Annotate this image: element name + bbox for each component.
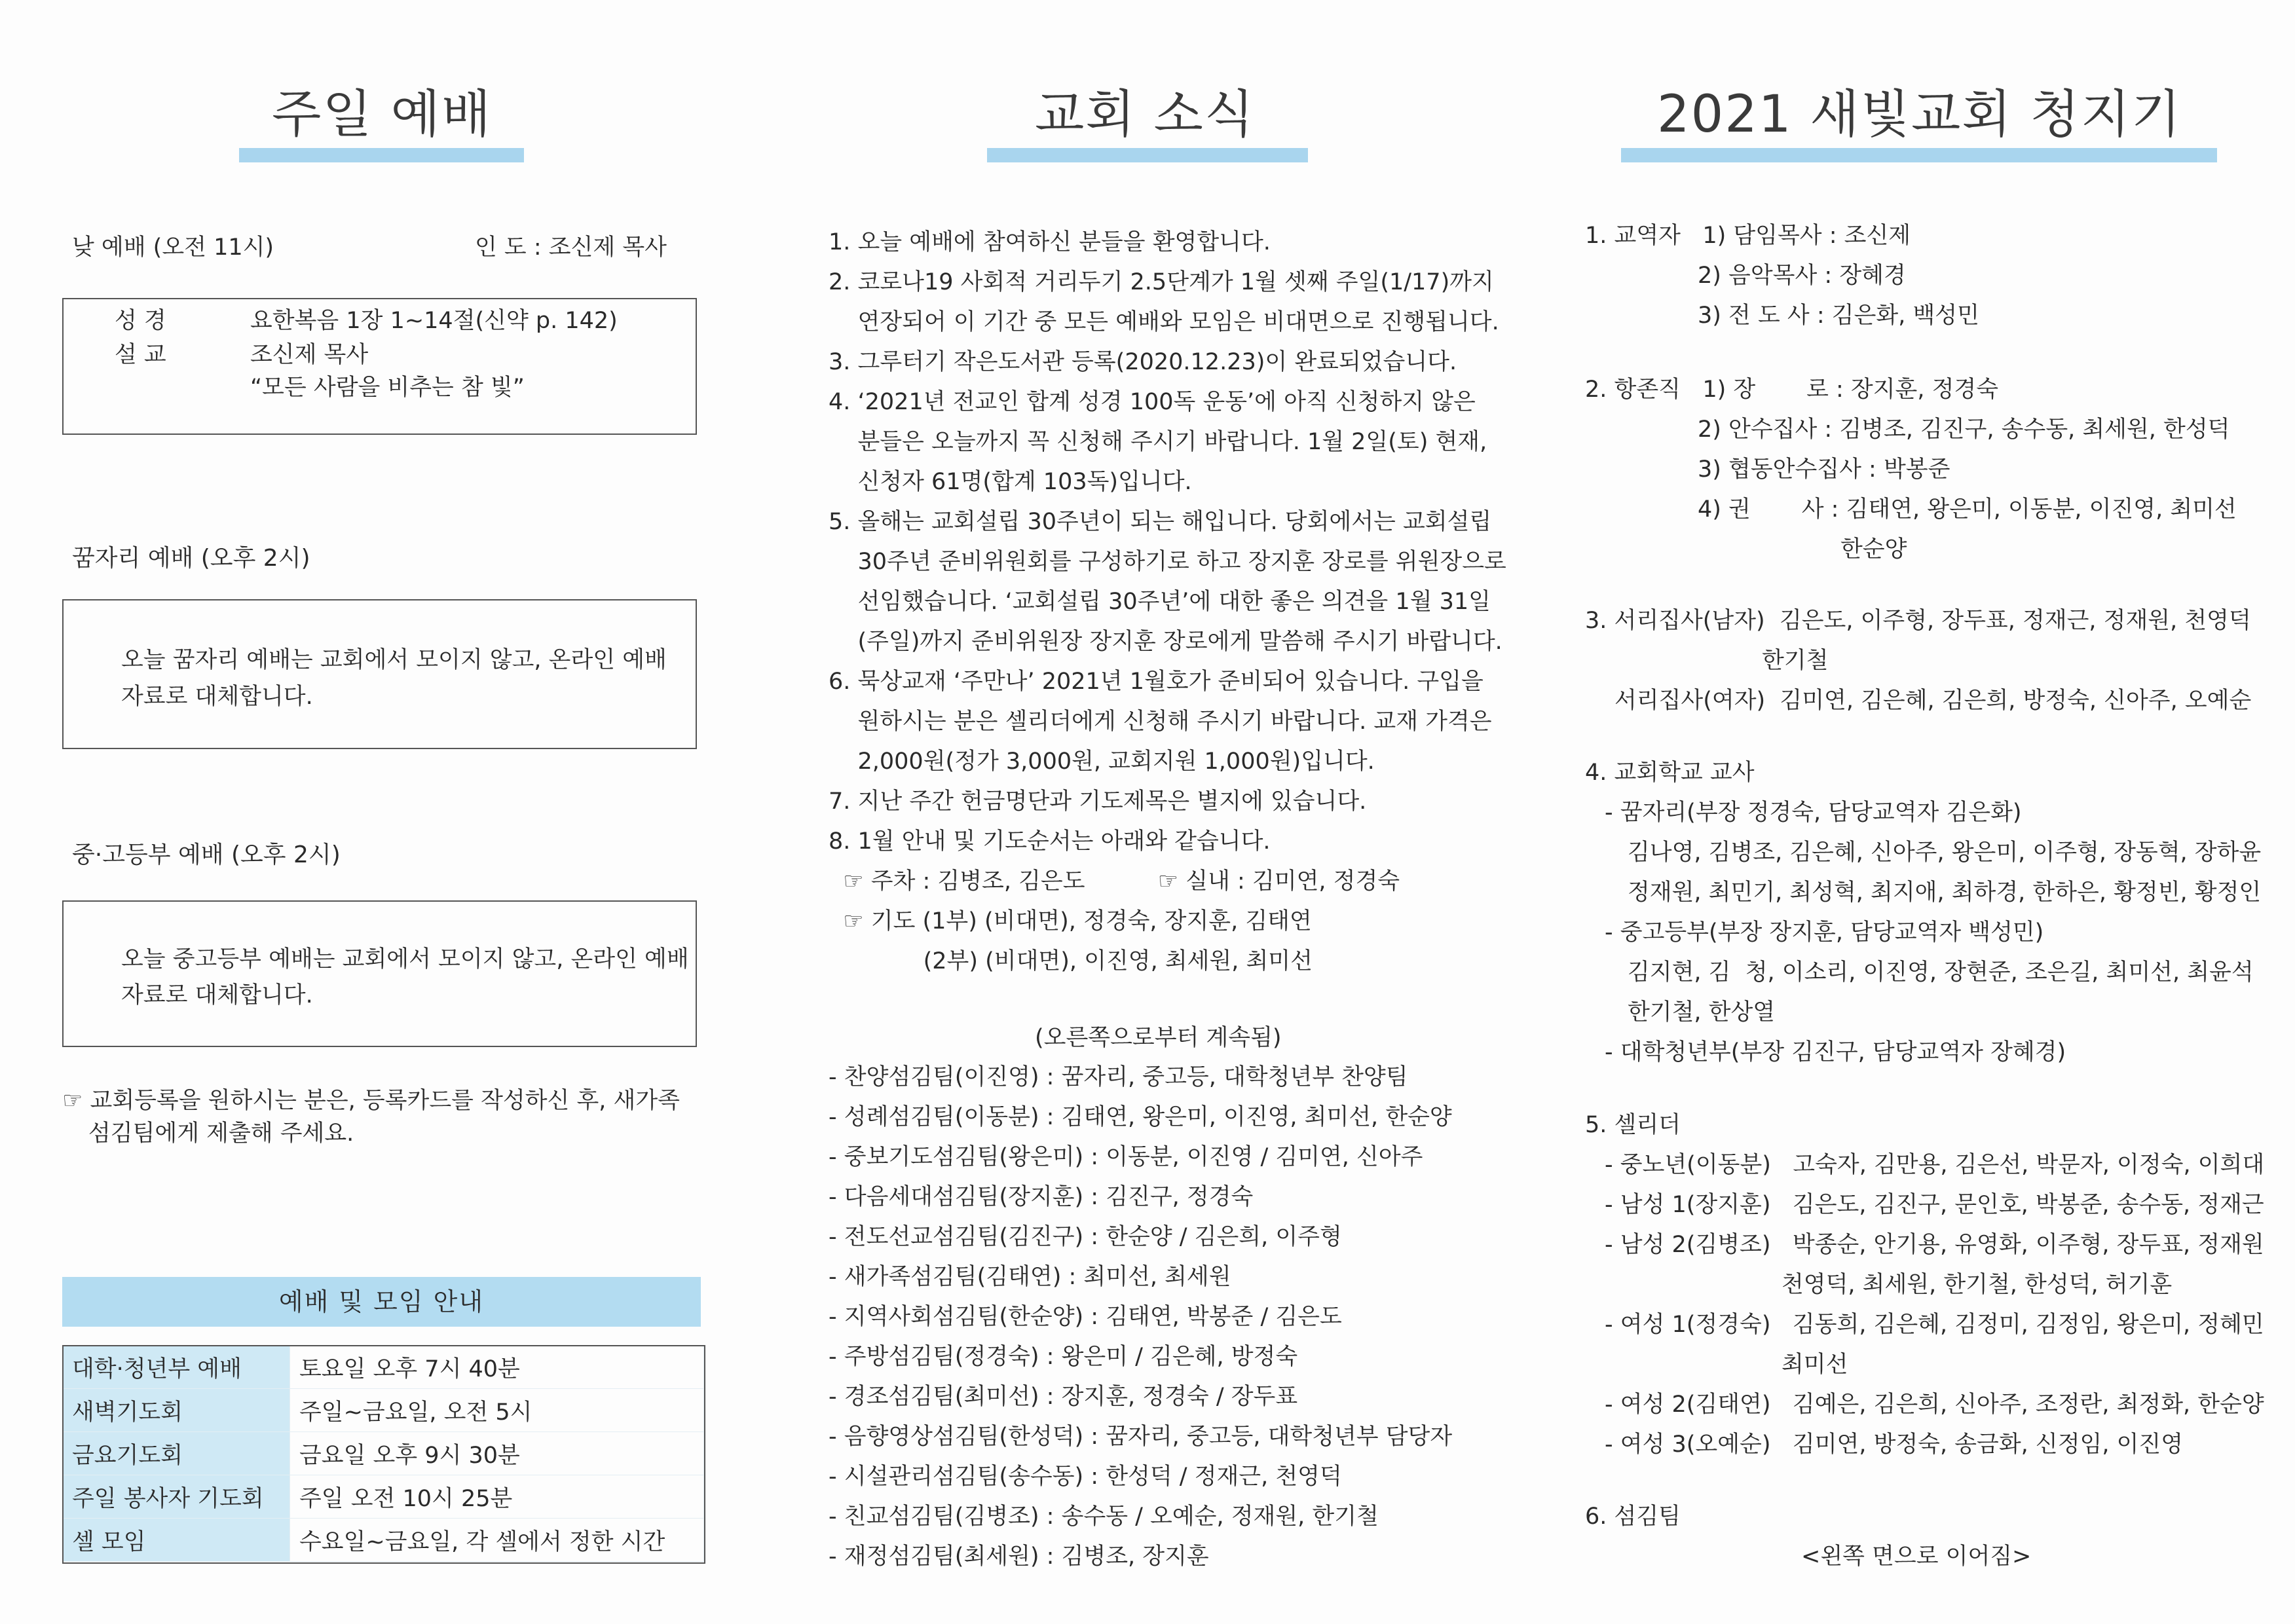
steward-line: - 여성 3(오예순) 김미연, 방정숙, 송금화, 신정임, 이진영 xyxy=(1605,1431,2184,1458)
church-news-title: 교회 소식 xyxy=(1035,85,1256,144)
registration-note-line2: 섬김팀에게 제출해 주세요. xyxy=(88,1120,354,1147)
steward-line: - 여성 1(정경숙) 김동희, 김은혜, 김정미, 김정임, 왕은미, 정혜민 xyxy=(1605,1312,2264,1338)
team-line: - 중보기도섬김팀(왕은미) : 이동분, 이진영 / 김미연, 신아주 xyxy=(829,1144,1423,1170)
steward-line: 2) 음악목사 : 장혜경 xyxy=(1698,263,1906,289)
news-line: 8. 1월 안내 및 기도순서는 아래와 같습니다. xyxy=(829,828,1271,855)
news-line: 신청자 61명(합계 103독)입니다. xyxy=(829,469,1192,495)
news-line: ☞ 기도 (1부) (비대면), 정경숙, 장지훈, 김태연 xyxy=(829,908,1312,934)
sunday-worship-title: 주일 예배 xyxy=(272,85,493,144)
kids-worship-header: 꿈자리 예배 (오후 2시) xyxy=(72,545,310,572)
guide-row-label: 주일 봉사자 기도회 xyxy=(63,1475,290,1519)
team-line: - 지역사회섬김팀(한순양) : 김태연, 박봉준 / 김은도 xyxy=(829,1304,1342,1330)
team-line: - 주방섬김팀(정경숙) : 왕은미 / 김은혜, 방정숙 xyxy=(829,1344,1298,1370)
youth-worship-header: 중·고등부 예배 (오후 2시) xyxy=(72,841,341,868)
steward-line: 서리집사(여자) 김미연, 김은혜, 김은희, 방정숙, 신아주, 오예순 xyxy=(1614,688,2252,714)
day-worship-box xyxy=(62,298,697,435)
title-underline xyxy=(239,148,524,162)
steward-line: 한기철, 한상열 xyxy=(1628,999,1776,1025)
sermon-title: “모든 사람을 비추는 참 빛” xyxy=(250,375,525,401)
guide-row-label: 대학·청년부 예배 xyxy=(63,1346,290,1389)
guide-title: 예배 및 모임 안내 xyxy=(62,1277,701,1327)
steward-line: - 여성 2(김태연) 김예은, 김은희, 신아주, 조정란, 최정화, 한순양 xyxy=(1605,1392,2264,1418)
guide-row-value: 주일 오전 10시 25분 xyxy=(290,1475,704,1519)
scripture-value: 요한복음 1장 1~14절(신약 p. 142) xyxy=(250,308,618,334)
steward-line: 정재원, 최민기, 최성혁, 최지애, 최하경, 한하은, 황정빈, 황정인 xyxy=(1628,879,2262,906)
steward-line: - 남성 1(장지훈) 김은도, 김진구, 문인호, 박봉준, 송수동, 정재근 xyxy=(1605,1192,2264,1218)
steward-line: - 대학청년부(부장 김진구, 담당교역자 장혜경) xyxy=(1605,1039,2066,1065)
news-line: 7. 지난 주간 헌금명단과 기도제목은 별지에 있습니다. xyxy=(829,788,1367,815)
title-underline xyxy=(1621,148,2217,162)
day-worship-leader: 인 도 : 조신제 목사 xyxy=(475,234,667,261)
left-column xyxy=(62,0,711,1624)
steward-line: <왼쪽 면으로 이어짐> xyxy=(1801,1543,2032,1570)
news-line: 2. 코로나19 사회적 거리두기 2.5단계가 1월 셋째 주일(1/17)까지 xyxy=(829,269,1494,295)
team-line: - 시설관리섬김팀(송수동) : 한성덕 / 정재근, 천영덕 xyxy=(829,1464,1342,1490)
youth-worship-line1: 오늘 중고등부 예배는 교회에서 모이지 않고, 온라인 예배 xyxy=(121,946,689,972)
kids-worship-line2: 자료로 대체합니다. xyxy=(121,684,313,710)
team-line: - 성례섬김팀(이동분) : 김태연, 왕은미, 이진영, 최미선, 한순양 xyxy=(829,1104,1452,1130)
sermon-label: 설 교 xyxy=(115,342,166,368)
team-line: - 경조섬김팀(최미선) : 장지훈, 정경숙 / 장두표 xyxy=(829,1384,1298,1410)
team-line: - 친교섬김팀(김병조) : 송수동 / 오예순, 정재원, 한기철 xyxy=(829,1504,1379,1530)
guide-row-label: 셀 모임 xyxy=(63,1519,290,1562)
news-line: 2,000원(정가 3,000원, 교회지원 1,000원)입니다. xyxy=(829,748,1375,775)
registration-note-line1: ☞ 교회등록을 원하시는 분은, 등록카드를 작성하신 후, 새가족 xyxy=(62,1088,680,1114)
guide-row-value: 주일~금요일, 오전 5시 xyxy=(290,1389,704,1432)
steward-line: 4. 교회학교 교사 xyxy=(1585,760,1755,786)
steward-line: 최미선 xyxy=(1782,1352,1848,1378)
news-line: 30주년 준비위원회를 구성하기로 하고 장지훈 장로를 위원장으로 xyxy=(829,549,1506,575)
guide-row-label: 금요기도회 xyxy=(63,1432,290,1475)
news-line: 분들은 오늘까지 꼭 신청해 주시기 바랍니다. 1월 2일(토) 현재, xyxy=(829,429,1487,455)
news-line: ☞ 주차 : 김병조, 김은도 ☞ 실내 : 김미연, 정경숙 xyxy=(829,868,1400,895)
news-line: (주일)까지 준비위원장 장지훈 장로에게 말씀해 주시기 바랍니다. xyxy=(829,629,1502,655)
youth-worship-box xyxy=(62,900,697,1047)
sermon-preacher: 조신제 목사 xyxy=(250,342,369,368)
steward-line: 4) 권 사 : 김태연, 왕은미, 이동분, 이진영, 최미선 xyxy=(1698,496,2237,523)
steward-line: - 중노년(이동분) 고숙자, 김만용, 김은선, 박문자, 이정숙, 이희대 xyxy=(1605,1152,2265,1178)
steward-line: - 꿈자리(부장 정경숙, 담당교역자 김은화) xyxy=(1605,800,2022,826)
steward-line: - 중고등부(부장 장지훈, 담당교역자 백성민) xyxy=(1605,919,2044,946)
team-line: - 전도선교섬김팀(김진구) : 한순양 / 김은희, 이주형 xyxy=(829,1224,1342,1250)
steward-line: 6. 섬김팀 xyxy=(1585,1504,1681,1530)
steward-line: 5. 셀리더 xyxy=(1585,1112,1681,1138)
team-line: - 음향영상섬김팀(한성덕) : 꿈자리, 중고등, 대학청년부 담당자 xyxy=(829,1424,1453,1450)
guide-row-value: 금요일 오후 9시 30분 xyxy=(290,1432,704,1475)
team-line: - 다음세대섬김팀(장지훈) : 김진구, 정경숙 xyxy=(829,1184,1254,1210)
news-line: 6. 묵상교재 ‘주만나’ 2021년 1월호가 준비되어 있습니다. 구입을 xyxy=(829,669,1483,695)
day-worship-header: 낮 예배 (오전 11시) xyxy=(72,234,274,261)
news-line: 4. ‘2021년 전교인 합계 성경 100독 운동’에 아직 신청하지 않은 xyxy=(829,389,1476,415)
title-underline xyxy=(987,148,1308,162)
right-column xyxy=(1585,0,2265,1624)
team-line: - 찬양섬김팀(이진영) : 꿈자리, 중고등, 대학청년부 찬양팀 xyxy=(829,1064,1408,1090)
news-line: 1. 오늘 예배에 참여하신 분들을 환영합니다. xyxy=(829,229,1271,255)
steward-line: 김나영, 김병조, 김은혜, 신아주, 왕은미, 이주형, 장동혁, 장하윤 xyxy=(1628,840,2262,866)
team-line: - 재정섬김팀(최세원) : 김병조, 장지훈 xyxy=(829,1543,1209,1570)
steward-line: 2) 안수집사 : 김병조, 김진구, 송수동, 최세원, 한성덕 xyxy=(1698,416,2230,443)
steward-line: 2. 항존직 1) 장 로 : 장지훈, 정경숙 xyxy=(1585,377,1999,403)
steward-line: 한기철 xyxy=(1762,648,1829,674)
guide-table-frame xyxy=(62,1345,705,1564)
kids-worship-box xyxy=(62,599,697,749)
continued-note: (오른쪽으로부터 계속됨) xyxy=(1035,1025,1282,1051)
team-line: - 새가족섬김팀(김태연) : 최미선, 최세원 xyxy=(829,1264,1231,1290)
news-line: (2부) (비대면), 이진영, 최세원, 최미선 xyxy=(829,948,1313,974)
news-line: 5. 올해는 교회설립 30주년이 되는 해입니다. 당회에서는 교회설립 xyxy=(829,509,1492,535)
steward-line: 한순양 xyxy=(1840,536,1907,563)
news-line: 연장되어 이 기간 중 모든 예배와 모임은 비대면으로 진행됩니다. xyxy=(829,309,1499,335)
scripture-label: 성 경 xyxy=(115,308,166,334)
news-line: 원하시는 분은 셀리더에게 신청해 주시기 바랍니다. 교재 가격은 xyxy=(829,709,1492,735)
guide-row-value: 수요일~금요일, 각 셀에서 정한 시간 xyxy=(290,1519,704,1562)
steward-line: - 남성 2(김병조) 박종순, 안기용, 유영화, 이주형, 장두표, 정재원 xyxy=(1605,1232,2264,1258)
youth-worship-line2: 자료로 대체합니다. xyxy=(121,982,313,1008)
kids-worship-line1: 오늘 꿈자리 예배는 교회에서 모이지 않고, 온라인 예배 xyxy=(121,647,667,673)
steward-line: 3) 전 도 사 : 김은화, 백성민 xyxy=(1698,303,1979,329)
steward-line: 1. 교역자 1) 담임목사 : 조신제 xyxy=(1585,223,1911,249)
news-line: 선임했습니다. ‘교회설립 30주년’에 대한 좋은 의견을 1월 31일 xyxy=(829,589,1491,615)
steward-line: 3) 협동안수집사 : 박봉준 xyxy=(1698,456,1950,483)
guide-row-label: 새벽기도회 xyxy=(63,1389,290,1432)
steward-line: 김지현, 김 청, 이소리, 이진영, 장현준, 조은길, 최미선, 최윤석 xyxy=(1628,959,2254,986)
guide-row-value: 토요일 오후 7시 40분 xyxy=(290,1346,704,1389)
middle-column xyxy=(815,0,1510,1624)
stewards-title: 2021 새빛교회 청지기 xyxy=(1657,85,2182,144)
steward-line: 3. 서리집사(남자) 김은도, 이주형, 장두표, 정재근, 정재원, 천영덕 xyxy=(1585,608,2251,634)
news-line: 3. 그루터기 작은도서관 등록(2020.12.23)이 완료되었습니다. xyxy=(829,349,1457,375)
steward-line: 천영덕, 최세원, 한기철, 한성덕, 허기훈 xyxy=(1782,1272,2173,1298)
